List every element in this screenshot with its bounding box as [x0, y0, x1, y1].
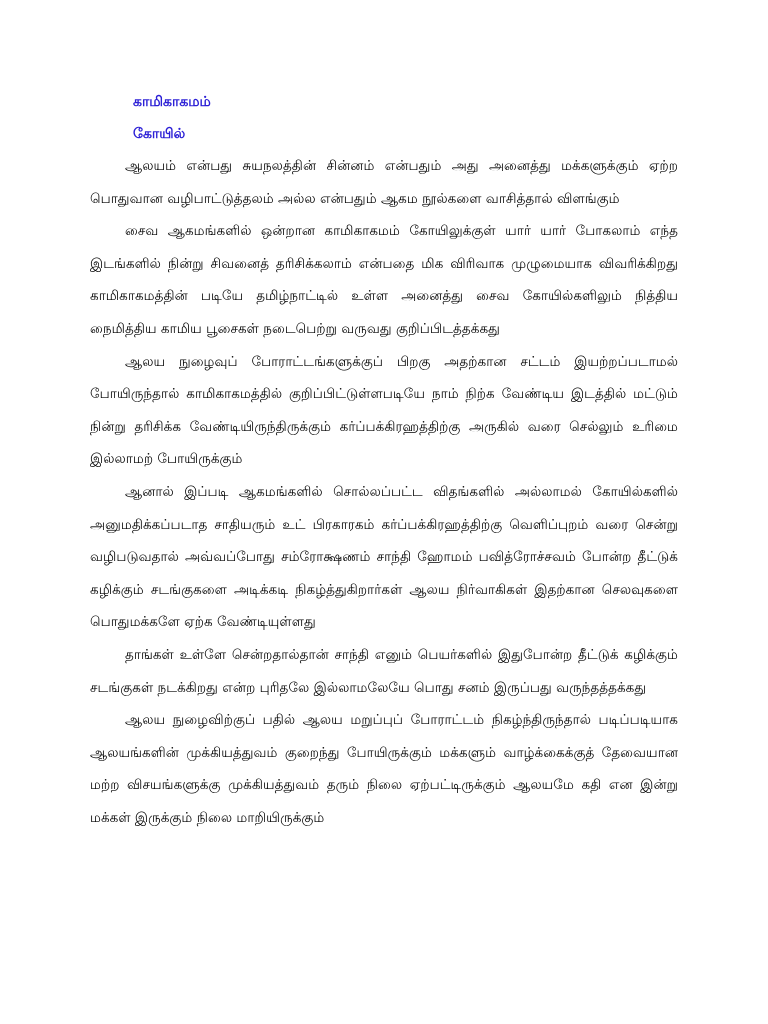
- paragraph: ஆலயம் என்பது சுயநலத்தின் சின்னம் என்பதும் அது அனைத்து மக்களுக்கும் ஏற்ற பொதுவான வழிபாட்டுத்தலம் அல்ல என்பதும் ஆகம நூல்களை வாசித்தால் விளங்கும்: [90, 158, 678, 207]
- paragraph: ஆனால் இப்படி ஆகமங்களில் சொல்லப்பட்ட விதங்களில் அல்லாமல் கோயில்களில் அனுமதிக்கப்படாத சாதியரும் உட் பிரகாரகம் கர்ப்பக்கிரஹத்திற்கு வெளிப்புறம் வரை சென்று வழிபடுவதால் அவ்வப்போது சம்ரோக்ஷணம் சாந்தி ஹோமம் பவித்ரோச்சவம் போன்ற தீட்டுக் கழிக்கும் சடங்குகளை அடிக்கடி நிகழ்த்துகிறார்கள் ஆலய நிர்வாகிகள் இதற்கான செலவுகளை பொதுமக்களே ஏற்க வேண்டியுள்ளது: [90, 483, 678, 631]
- document-title: காமிகாகமம்: [133, 94, 211, 110]
- paragraph: சைவ ஆகமங்களில் ஒன்றான காமிகாகமம் கோயிலுக்குள் யார் யார் போகலாம் எந்த இடங்களில் நின்று சிவனைத் தரிசிக்கலாம் என்பதை மிக விரிவாக முழுமையாக விவரிக்கிறது காமிகாகமத்தின் படியே தமிழ்நாட்டில் உள்ள அனைத்து சைவ கோயில்களிலும் நித்திய நைமித்திய காமிய பூசைகள் நடைபெற்று வருவது குறிப்பிடத்தக்கது: [90, 223, 678, 337]
- paragraph: தாங்கள் உள்ளே சென்றதால்தான் சாந்தி எனும் பெயர்களில் இதுபோன்ற தீட்டுக் கழிக்கும் சடங்குகள் நடக்கிறது என்ற புரிதலே இல்லாமலேயே பொது சனம் இருப்பது வருந்தத்தக்கது: [90, 646, 678, 696]
- paragraph: ஆலய நுழைவுப் போராட்டங்களுக்குப் பிறகு அதற்கான சட்டம் இயற்றப்படாமல் போயிருந்தால் காமிகாகமத்தில் குறிப்பிட்டுள்ளபடியே நாம் நிற்க வேண்டிய இடத்தில் மட்டும் நின்று தரிசிக்க வேண்டியிருந்திருக்கும் கர்ப்பக்கிரஹத்திற்கு அருகில் வரை செல்லும் உரிமை இல்லாமற் போயிருக்கும்: [90, 353, 678, 468]
- paragraph: ஆலய நுழைவிற்குப் பதில் ஆலய மறுப்புப் போராட்டம் நிகழ்ந்திருந்தால் படிப்படியாக ஆலயங்களின் முக்கியத்துவம் குறைந்து போயிருக்கும் மக்களும் வாழ்க்கைக்குத் தேவையான மற்ற விசயங்களுக்கு முக்கியத்துவம் தரும் நிலை ஏற்பட்டிருக்கும் ஆலயமே கதி என இன்று மக்கள் இருக்கும் நிலை மாறியிருக்கும்: [90, 712, 678, 826]
- section-heading: கோயில்: [133, 126, 186, 142]
